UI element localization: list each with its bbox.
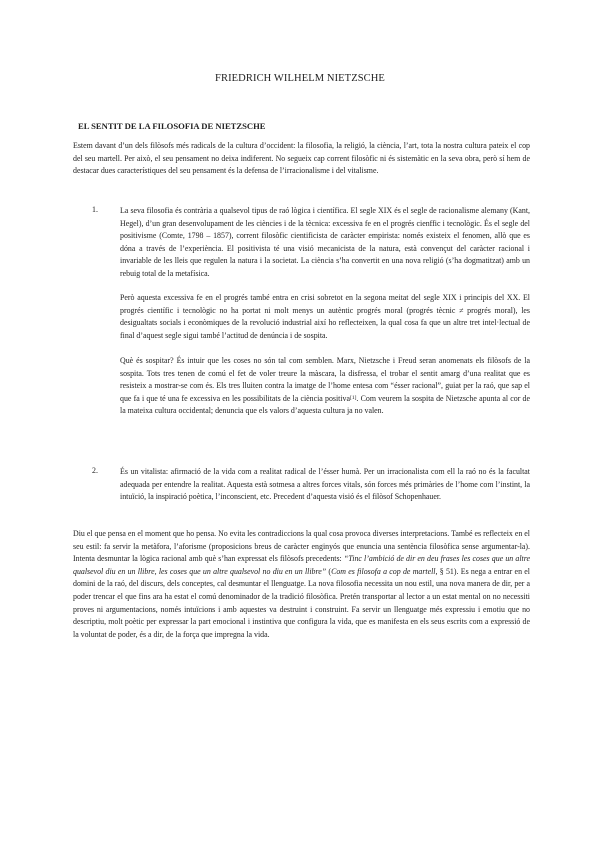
intro-paragraph: Estem davant d’un dels filòsofs més radicals de la cultura d’occident: la filosofia, la religió, la ciència, l’art, tota la nostra cultura pateix el cop del seu martell. Per això, el seu pensament no deixa indiferent. No segueix cap corrent filosòfic ni és sistemàtic en la seva obra, però sí hem de destacar dues característiques del seu pensament és la defensa de l’irracionalisme i del vitalisme. <box>73 141 530 176</box>
source-open: ( <box>326 566 332 576</box>
nietzsche-quote: “Tinc l’ambició de dir en deu frases les coses que un altre qualsevol diu en un llibre, les coses que un altre qualsevol no diu en un llibre” <box>73 554 531 576</box>
section-heading: EL SENTIT DE LA FILOSOFIA DE NIETZSCHE <box>78 121 266 131</box>
item1-paragraph-c-tail: . Com veurem la sospita de Nietzsche apunta al cor de la mateixa cultura occidental; denuncia que els valors d’aquesta cultura ja no valen. <box>120 393 531 416</box>
item1-paragraph-b: Però aquesta excessiva fe en el progrés també entra en crisi sobretot en la segona meitat del segle XIX i principis del XX. El progrés científic i tecnològic no ha portat ni molt menys un autèntic progrés moral (progrés tècnic ≠ progrés moral), les desigualtats socials i econòmiques de la revolució industrial així ho reflecteixen, la qual cosa fa que un altre tret intel·lectual de final d’aquest segle sigui també l’actitud de denúncia i de sospita. <box>120 293 530 340</box>
item1-paragraph-c-text: Què és sospitar? És intuir que les coses no són tal com semblen. Marx, Nietzsche i Freud seran anomenats els filòsofs de la sospita. Tots tres tenen de comú el fet de voler treure la màscara, la disfressa, el trobar el sentit amarg d’una realitat que es resisteix a mostrar-se com és. Els tres lluiten contra la imatge de l’home entesa com “ésser racional”, guiat per la raó, que sap el que fa i que té una fe excessiva en les possibilitats de la ciència positiva <box>120 356 530 403</box>
item1-paragraph-a: La seva filosofia és contrària a qualsevol tipus de raó lògica i científica. El segle XIX és el segle de racionalisme alemany (Kant, Hegel), d’un gran desenvolupament de les ciències i de la tècnica: excessiva fe en el progrés cienffic i tecnològic. És el segle del positivisme (Comte, 1798 – 1857), corrent filosòfic cientificista de caràcter empirista: només existeix el fenomen, allò que es dóna a través de l’experiència. El positivista té una visió mecanicista de la natura, està convençut del caràcter racional i invariable de les lleis que regulen la natura i la societat. La ciència s’ha convertit en una nova religió (s’ha dogmatitzat) amb un rebuig total de la metafísica. <box>120 206 530 278</box>
closing-paragraph <box>73 528 530 641</box>
footnote-marker[interactable]: [1] <box>350 394 357 401</box>
closing-text-rest: , § 51). Es nega a entrar en el domini de la raó, del discurs, dels conceptes, cal desmuntar el llenguatge. La nova filosofia necessita un nou estil, una nova manera de dir, per a poder trencar el que fins ara ha estat el comú denominador de la tradició filosòfica. Pretén transportar al lector a un estat mental on no necessiti proves ni argumentacions, només intuïcions i amb aquestes va destruint i construint. Fa servir un llenguatge més expressiu i emotiu que no descriptiu, molt poètic per expressar la part emocional i instintiva que configura la vida, que es manifesta en els seus escrits com a expressió de la voluntat de poder, és a dir, de la força que impregna la vida. <box>73 566 530 639</box>
item1-paragraph-c <box>120 355 530 418</box>
closing-text: Diu el que pensa en el moment que ho pensa. No evita les contradiccions la qual cosa provoca diverses interpretacions. També es reflecteix en el seu estil: fa servir la metàfora, l’aforisme (proposicions breus de caràcter enginyós que enuncia una sentència filosòfica sense argumentar-la). Intenta desmuntar la lògica racional amb què s’han expressat els filòsofs precedents: <box>73 529 530 564</box>
source-title: Com es filosofa a cop de martell <box>331 566 436 576</box>
document-title: FRIEDRICH WILHELM NIETZSCHE <box>215 73 385 84</box>
item2-paragraph: És un vitalista: afirmació de la vida com a realitat radical de l’ésser humà. Per un irracionalista com ell la raó no és la facultat adequada per entendre la realitat. Aquesta està sotmesa a altres forces vitals, són forces més primàries de l’home com l’instint, la intuïció, la inspiració poètica, l’inconscient, etc. Precedent d’aquesta visió és el filòsof Schopenhauer. <box>120 467 530 502</box>
list-number-2: 2. <box>92 466 98 475</box>
list-number-1: 1. <box>92 205 98 214</box>
